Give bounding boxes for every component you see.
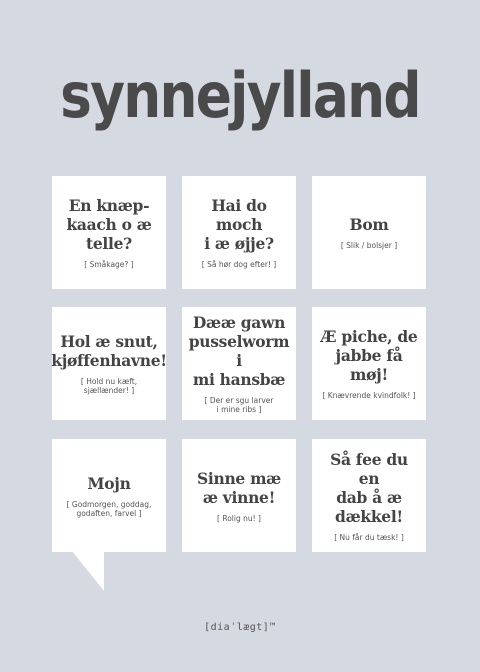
translation: [ Godmorgen, goddag, godaften, farvel ] <box>66 499 152 518</box>
phrase-card <box>52 307 166 420</box>
translation: [ Rolig nu! ] <box>217 513 261 523</box>
translation: [ Nu får du tæsk! ] <box>334 532 404 542</box>
translation: [ Knævrende kvindfolk! ] <box>322 391 416 400</box>
phrase-card <box>182 439 296 552</box>
brand-logo: [diaˈlægt]™ <box>204 622 276 633</box>
phrase-card <box>312 307 426 420</box>
dialect-phrase: Sinne mæ æ vinne! <box>197 468 281 507</box>
translation: [ Slik / bolsjer ] <box>340 241 398 250</box>
dialect-phrase: Hai do moch i æ øjje? <box>204 196 274 253</box>
phrase-card <box>52 439 166 552</box>
dialect-phrase: Så fee du en dab å æ dækkel! <box>330 449 408 526</box>
phrase-card <box>312 439 426 552</box>
translation: [ Der er sgu larver i mine ribs ] <box>204 396 274 414</box>
phrase-card <box>312 176 426 289</box>
dialect-phrase: Bom <box>349 215 389 234</box>
poster-title: synnejylland <box>60 59 420 132</box>
speech-bubble-tail <box>60 551 108 593</box>
dialect-phrase: Hol æ snut, kjøffenhavne! <box>51 332 167 370</box>
dialect-phrase: Æ piche, de jabbe få møj! <box>320 327 418 384</box>
translation: [ Småkage? ] <box>84 260 134 269</box>
translation: [ Så hør dog efter! ] <box>201 260 277 269</box>
phrase-card <box>52 176 166 289</box>
dialect-phrase: Dææ gawn pusselworm i mi hansbæ <box>188 313 290 389</box>
phrase-grid <box>52 176 426 552</box>
dialect-phrase: En knæp- kaach o æ telle? <box>66 196 152 253</box>
phrase-card <box>182 176 296 289</box>
translation: [ Hold nu kæft, sjællænder! ] <box>80 377 138 395</box>
dialect-phrase: Mojn <box>87 473 131 493</box>
phrase-card <box>182 307 296 420</box>
